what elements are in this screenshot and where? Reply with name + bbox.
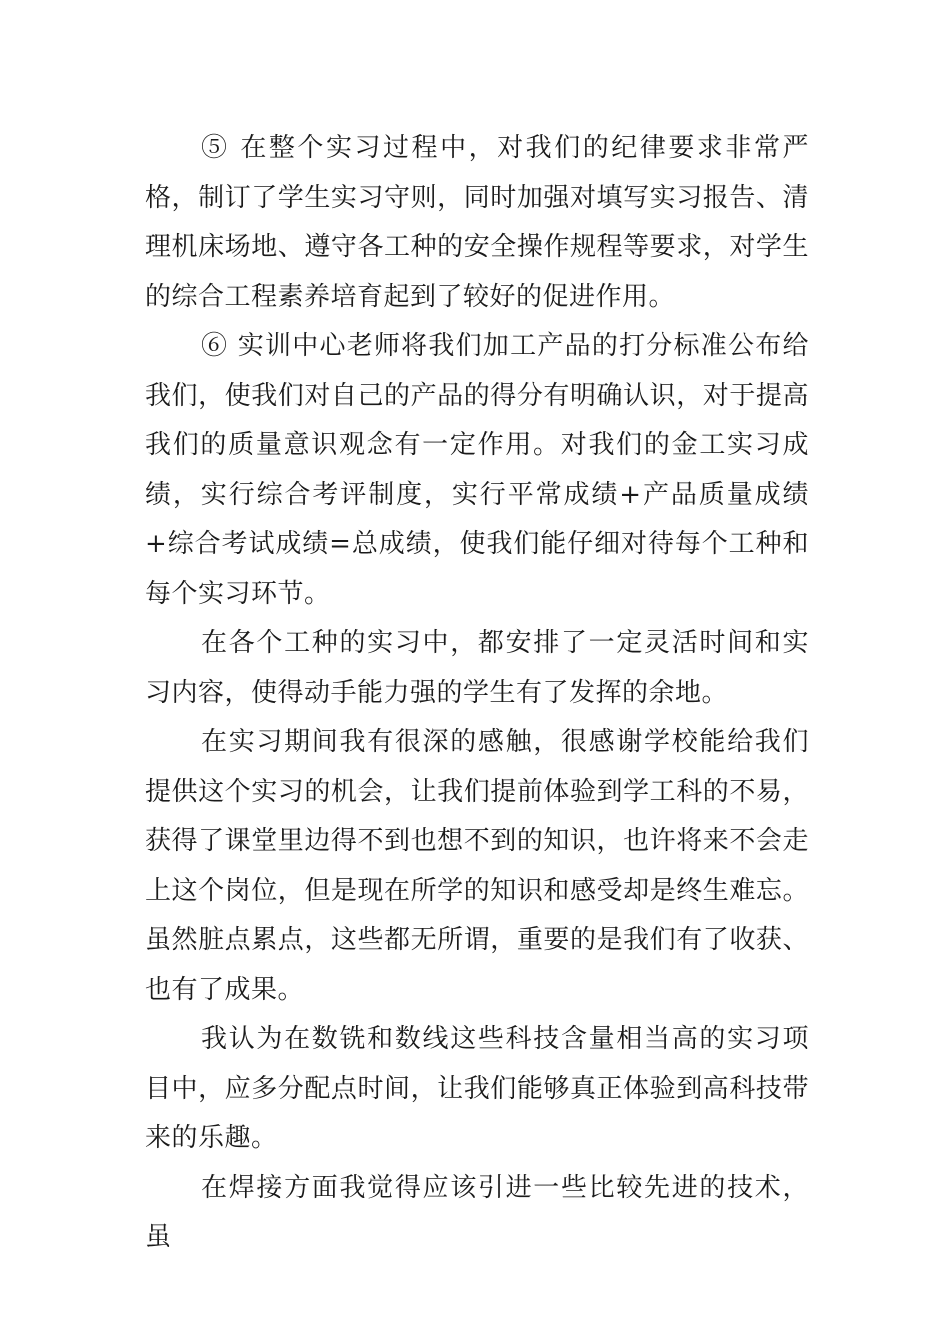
paragraph-reflection: 在实习期间我有很深的感触，很感谢学校能给我们提供这个实习的机会，让我们提前体验到学工科的不易，获得了课堂里边得不到也想不到的知识，也许将来不会走上这个岗位，但是现在所学的知识和感受却是终生难忘。虽然脏点累点，这些都无所谓，重要的是我们有了收获、也有了成果。 — [145, 727, 809, 1005]
paragraph-flexible-time: 在各个工种的实习中，都安排了一定灵活时间和实习内容，使得动手能力强的学生有了发挥的余地。 — [145, 628, 809, 708]
paragraph-suggestion-cnc: 我认为在数铣和数线这些科技含量相当高的实习项目中，应多分配点时间，让我们能够真正体验到高科技带来的乐趣。 — [145, 1024, 809, 1153]
document-body — [145, 124, 809, 1263]
paragraph-grading: ⑥ 实训中心老师将我们加工产品的打分标准公布给我们，使我们对自己的产品的得分有明确认识，对于提高我们的质量意识观念有一定作用。对我们的金工实习成绩，实行综合考评制度，实行平常成绩+产品质量成绩+综合考试成绩=总成绩，使我们能仔细对待每个工种和每个实习环节。 — [145, 331, 809, 609]
paragraph-suggestion-welding: 在焊接方面我觉得应该引进一些比较先进的技术，虽 — [145, 1172, 809, 1252]
paragraph-discipline: ⑤ 在整个实习过程中，对我们的纪律要求非常严格，制订了学生实习守则，同时加强对填写实习报告、清理机床场地、遵守各工种的安全操作规程等要求，对学生的综合工程素养培育起到了较好的促进作用。 — [145, 133, 809, 312]
